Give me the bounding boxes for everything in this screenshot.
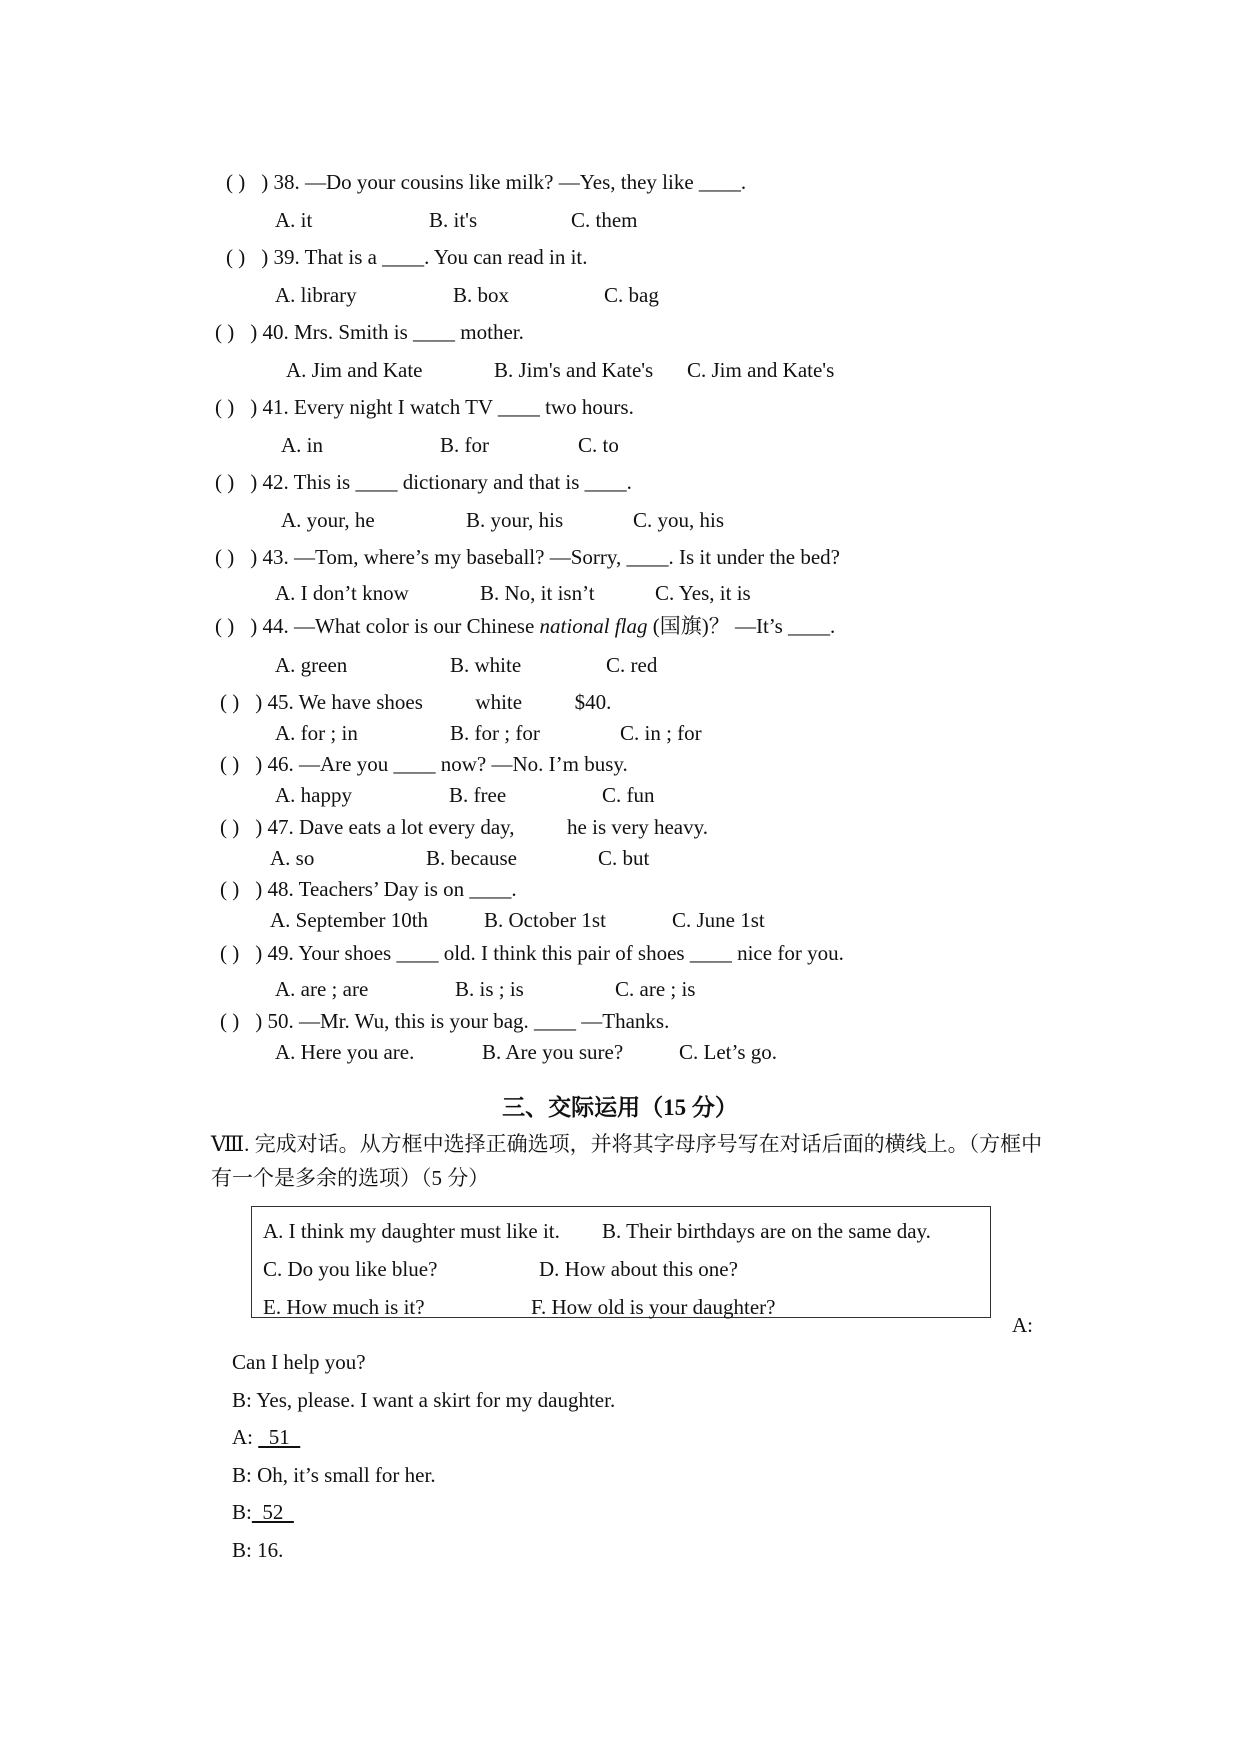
- q-stem: That is a ____. You can read in it.: [304, 245, 588, 269]
- q41-option-c[interactable]: C. to: [578, 433, 619, 457]
- box-option-a: A. I think my daughter must like it.: [263, 1219, 560, 1243]
- q44-option-a[interactable]: A. green: [275, 653, 348, 677]
- answer-paren[interactable]: ( ): [220, 752, 240, 776]
- answer-blank-51[interactable]: 51: [258, 1425, 301, 1449]
- q42-option-b[interactable]: B. your, his: [466, 508, 564, 532]
- question-43: ( ) ) 43. —Tom, where’s my baseball? —Sorry, ____. Is it under the bed?: [215, 545, 840, 569]
- q-stem: Mrs. Smith is ____ mother.: [294, 320, 524, 344]
- q38-option-b[interactable]: B. it's: [429, 208, 478, 232]
- q-stem-post: (国旗)？ —It’s ____.: [647, 614, 836, 638]
- answer-paren[interactable]: ( ): [215, 545, 235, 569]
- answer-paren[interactable]: ( ): [215, 614, 235, 638]
- q46-option-c[interactable]: C. fun: [602, 783, 655, 807]
- answer-blank-52[interactable]: 52: [251, 1500, 294, 1524]
- q41-option-b[interactable]: B. for: [440, 433, 489, 457]
- question-46: ( ) ) 46. —Are you ____ now? —No. I’m busy.: [220, 752, 628, 776]
- q-blank[interactable]: [520, 815, 562, 839]
- answer-paren[interactable]: ( ): [215, 320, 235, 344]
- q48-option-a[interactable]: A. September 10th: [270, 908, 429, 932]
- q-stem: Your shoes ____ old. I think this pair of shoes ____ nice for you.: [298, 941, 844, 965]
- question-49: ( ) ) 49. Your shoes ____ old. I think this pair of shoes ____ nice for you.: [220, 941, 844, 965]
- q-stem-b: white: [470, 690, 528, 714]
- q39-option-c[interactable]: C. bag: [604, 283, 659, 307]
- box-option-d: D. How about this one?: [539, 1257, 738, 1281]
- q49-option-b[interactable]: B. is ; is: [455, 977, 524, 1001]
- q-stem-pre: —What color is our Chinese: [294, 614, 540, 638]
- q-stem: —Are you ____ now? —No. I’m busy.: [299, 752, 628, 776]
- options-box: [251, 1206, 991, 1318]
- q49-option-a[interactable]: A. are ; are: [275, 977, 369, 1001]
- question-42: ( ) ) 42. This is ____ dictionary and that is ____.: [215, 470, 632, 494]
- dialogue-line-6: B: 16.: [232, 1538, 284, 1562]
- question-47: ( ) ) 47. Dave eats a lot every day, he is very heavy.: [220, 815, 708, 839]
- answer-paren[interactable]: ( ): [226, 170, 246, 194]
- q-stem: This is ____ dictionary and that is ____.: [293, 470, 632, 494]
- q38-option-a[interactable]: A. it: [275, 208, 313, 232]
- q50-option-b[interactable]: B. Are you sure?: [482, 1040, 624, 1064]
- section-instruction: Ⅷ. 完成对话。从方框中选择正确选项，并将其字母序号写在对话后面的横线上。（方框中有一个是多余的选项）（5 分）: [211, 1132, 1043, 1190]
- answer-paren[interactable]: ( ): [220, 877, 240, 901]
- q50-option-c[interactable]: C. Let’s go.: [679, 1040, 777, 1064]
- q50-option-a[interactable]: A. Here you are.: [275, 1040, 415, 1064]
- question-45: ( ) ) 45. We have shoes white $40.: [220, 690, 612, 714]
- q47-option-a[interactable]: A. so: [270, 846, 315, 870]
- dialogue-line-5: B: 52: [232, 1500, 294, 1524]
- q38-option-c[interactable]: C. them: [571, 208, 638, 232]
- q-blank-2[interactable]: [527, 690, 569, 714]
- q-stem-b: he is very heavy.: [561, 815, 708, 839]
- q45-option-b[interactable]: B. for ; for: [450, 721, 540, 745]
- q-stem: Teachers’ Day is on ____.: [298, 877, 517, 901]
- q40-option-c[interactable]: C. Jim and Kate's: [687, 358, 835, 382]
- q-stem: —Tom, where’s my baseball? —Sorry, ____. Is it under the bed?: [294, 545, 840, 569]
- q-stem-c: $40.: [569, 690, 612, 714]
- q47-option-b[interactable]: B. because: [426, 846, 517, 870]
- answer-paren[interactable]: ( ): [220, 815, 240, 839]
- q40-option-b[interactable]: B. Jim's and Kate's: [494, 358, 654, 382]
- q43-option-a[interactable]: A. I don’t know: [275, 581, 409, 605]
- dialogue-line-3: A: 51: [232, 1425, 301, 1449]
- question-41: ( ) ) 41. Every night I watch TV ____ two hours.: [215, 395, 634, 419]
- q42-option-c[interactable]: C. you, his: [633, 508, 725, 532]
- q44-option-b[interactable]: B. white: [450, 653, 522, 677]
- question-38: [226, 172, 746, 193]
- dialogue-line-1: Can I help you?: [232, 1350, 366, 1374]
- q-number: ) 38.: [256, 170, 305, 194]
- q46-option-a[interactable]: A. happy: [275, 783, 352, 807]
- dialogue-a-label: A:: [1012, 1313, 1033, 1337]
- answer-paren[interactable]: ( ): [220, 941, 240, 965]
- q-stem: Every night I watch TV ____ two hours.: [294, 395, 634, 419]
- q49-option-c[interactable]: C. are ; is: [615, 977, 696, 1001]
- question-40: ( ) ) 40. Mrs. Smith is ____ mother.: [215, 320, 524, 344]
- answer-paren[interactable]: ( ): [220, 690, 240, 714]
- dialogue-line-4: B: Oh, it’s small for her.: [232, 1463, 436, 1487]
- answer-paren[interactable]: ( ): [215, 395, 235, 419]
- q43-option-b[interactable]: B. No, it isn’t: [480, 581, 595, 605]
- dialogue-line-2: B: Yes, please. I want a skirt for my daughter.: [232, 1388, 616, 1412]
- q-stem-a: We have shoes: [298, 690, 429, 714]
- answer-paren[interactable]: ( ): [226, 245, 246, 269]
- q40-option-a[interactable]: A. Jim and Kate: [286, 358, 423, 382]
- q-stem-emphasis: national flag: [539, 614, 648, 638]
- q48-option-b[interactable]: B. October 1st: [484, 908, 606, 932]
- box-option-e: E. How much is it?: [263, 1295, 425, 1319]
- question-48: ( ) ) 48. Teachers’ Day is on ____.: [220, 877, 517, 901]
- q-stem: —Do your cousins like milk? —Yes, they like ____.: [305, 170, 747, 194]
- q39-option-b[interactable]: B. box: [453, 283, 510, 307]
- question-50: ( ) ) 50. —Mr. Wu, this is your bag. ____ —Thanks.: [220, 1009, 670, 1033]
- q44-option-c[interactable]: C. red: [606, 653, 658, 677]
- q41-option-a[interactable]: A. in: [281, 433, 323, 457]
- q42-option-a[interactable]: A. your, he: [281, 508, 375, 532]
- q48-option-c[interactable]: C. June 1st: [672, 908, 765, 932]
- section-title: 三、交际运用（15 分）: [502, 1095, 738, 1120]
- q-stem: —Mr. Wu, this is your bag. ____ —Thanks.: [299, 1009, 670, 1033]
- box-option-b: B. Their birthdays are on the same day.: [602, 1219, 931, 1243]
- answer-paren[interactable]: ( ): [220, 1009, 240, 1033]
- q39-option-a[interactable]: A. library: [275, 283, 357, 307]
- q45-option-a[interactable]: A. for ; in: [275, 721, 358, 745]
- box-option-f: F. How old is your daughter?: [531, 1295, 776, 1319]
- box-option-c: C. Do you like blue?: [263, 1257, 438, 1281]
- q-stem-a: Dave eats a lot every day,: [299, 815, 520, 839]
- q43-option-c[interactable]: C. Yes, it is: [655, 581, 751, 605]
- q-blank-1[interactable]: [428, 690, 470, 714]
- q47-option-c[interactable]: C. but: [598, 846, 650, 870]
- question-39: ( ) ) 39. That is a ____. You can read in it.: [226, 245, 588, 269]
- answer-paren[interactable]: ( ): [215, 470, 235, 494]
- q45-option-c[interactable]: C. in ; for: [620, 721, 702, 745]
- q46-option-b[interactable]: B. free: [449, 783, 507, 807]
- question-44: ( ) ) 44. —What color is our Chinese national flag (国旗)？ —It’s ____.: [215, 614, 836, 638]
